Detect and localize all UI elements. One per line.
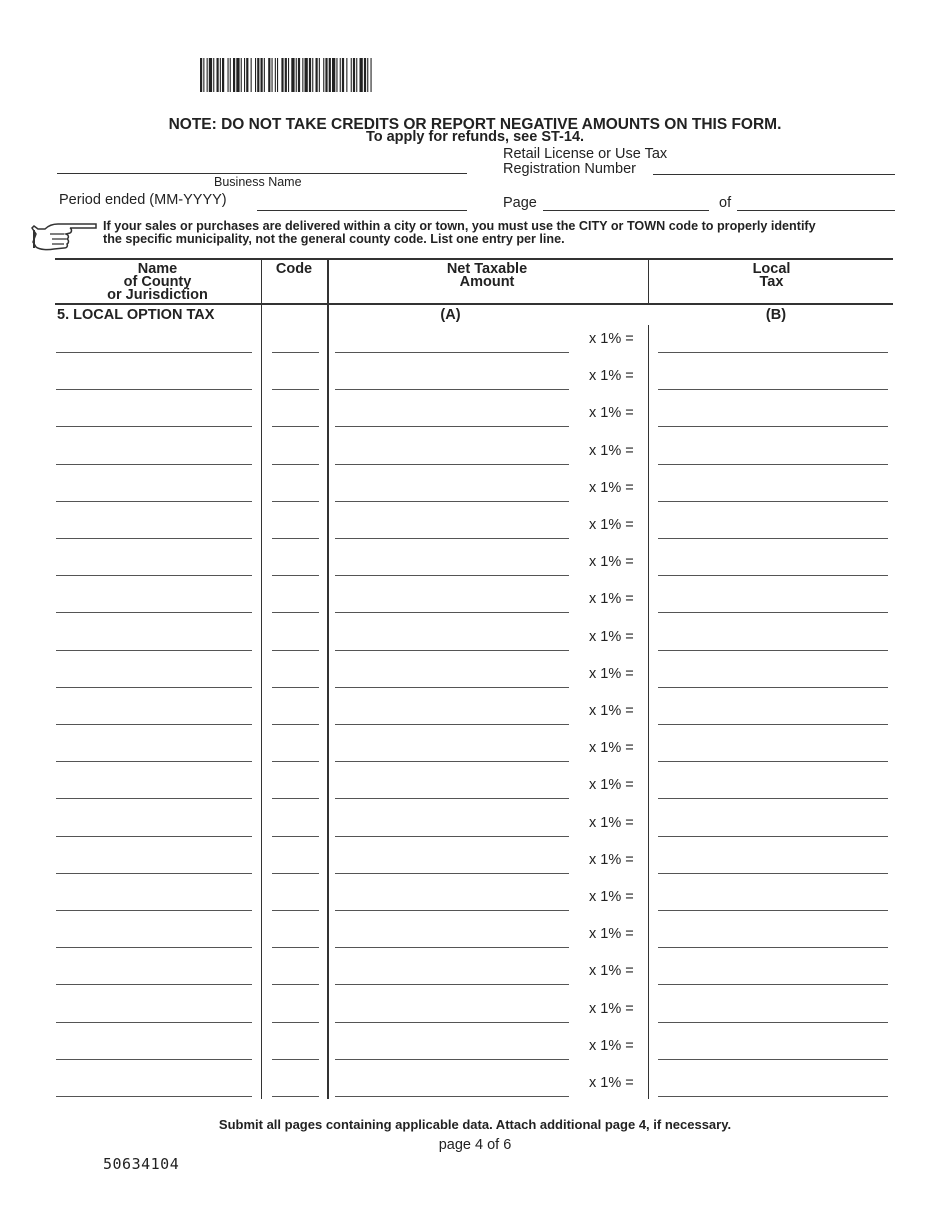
table-top-border <box>55 258 893 260</box>
net-taxable-amount-field[interactable] <box>335 836 569 837</box>
county-name-field[interactable] <box>56 947 252 948</box>
rate-multiplier-label: x 1% = <box>589 480 634 496</box>
code-field[interactable] <box>272 352 319 353</box>
header-net-line2: Amount <box>459 274 515 290</box>
local-tax-field[interactable] <box>658 426 888 427</box>
registration-number-field[interactable] <box>653 174 895 175</box>
code-field[interactable] <box>272 612 319 613</box>
header-name-line1: Name <box>137 261 178 277</box>
local-tax-field[interactable] <box>658 1022 888 1023</box>
net-taxable-amount-field[interactable] <box>335 426 569 427</box>
local-tax-field[interactable] <box>658 650 888 651</box>
county-name-field[interactable] <box>56 426 252 427</box>
rate-multiplier-label: x 1% = <box>589 740 634 756</box>
code-field[interactable] <box>272 426 319 427</box>
section-local-option-tax: 5. LOCAL OPTION TAX <box>57 307 215 323</box>
local-tax-field[interactable] <box>658 352 888 353</box>
header-local-line1: Local <box>752 261 791 277</box>
rate-multiplier-label: x 1% = <box>589 926 634 942</box>
net-taxable-amount-field[interactable] <box>335 1022 569 1023</box>
of-label: of <box>719 195 732 211</box>
notice-line-1: If your sales or purchases are delivered within a city or town, you must use the CITY or TOWN code to properly identify <box>103 219 816 233</box>
rate-multiplier-label: x 1% = <box>589 591 634 607</box>
local-tax-field[interactable] <box>658 538 888 539</box>
local-tax-field[interactable] <box>658 910 888 911</box>
rate-multiplier-label: x 1% = <box>589 703 634 719</box>
net-taxable-amount-field[interactable] <box>335 1096 569 1097</box>
local-tax-field[interactable] <box>658 724 888 725</box>
form-number: 50634104 <box>103 1155 180 1173</box>
rate-multiplier-label: x 1% = <box>589 852 634 868</box>
county-name-field[interactable] <box>56 1096 252 1097</box>
barcode-image <box>200 58 468 92</box>
local-tax-field[interactable] <box>658 464 888 465</box>
rate-multiplier-label: x 1% = <box>589 815 634 831</box>
divider-net-local-header <box>648 259 649 305</box>
table-header-bottom-border <box>55 303 893 305</box>
county-name-field[interactable] <box>56 1022 252 1023</box>
code-field[interactable] <box>272 724 319 725</box>
county-name-field[interactable] <box>56 538 252 539</box>
net-taxable-amount-field[interactable] <box>335 687 569 688</box>
header-code: Code <box>275 261 313 277</box>
header-net-taxable-amount <box>328 263 646 289</box>
local-tax-field[interactable] <box>658 761 888 762</box>
county-name-field[interactable] <box>56 798 252 799</box>
net-taxable-amount-field[interactable] <box>335 464 569 465</box>
county-name-field[interactable] <box>56 687 252 688</box>
registration-number-label: Registration Number <box>503 161 636 177</box>
header-net-line1: Net Taxable <box>446 261 528 277</box>
code-field[interactable] <box>272 575 319 576</box>
header-name-of-county <box>55 263 260 302</box>
code-field[interactable] <box>272 873 319 874</box>
column-a-label: (A) <box>440 307 461 323</box>
net-taxable-amount-field[interactable] <box>335 501 569 502</box>
county-name-field[interactable] <box>56 612 252 613</box>
local-tax-field[interactable] <box>658 873 888 874</box>
delivery-notice <box>103 220 913 246</box>
divider-name-code <box>261 259 262 1099</box>
rate-multiplier-label: x 1% = <box>589 554 634 570</box>
code-field[interactable] <box>272 650 319 651</box>
code-field[interactable] <box>272 687 319 688</box>
code-field[interactable] <box>272 1059 319 1060</box>
net-taxable-amount-field[interactable] <box>335 575 569 576</box>
rate-multiplier-label: x 1% = <box>589 1075 634 1091</box>
rate-multiplier-label: x 1% = <box>589 963 634 979</box>
code-field[interactable] <box>272 761 319 762</box>
divider-net-local-body <box>648 325 649 1099</box>
rate-multiplier-label: x 1% = <box>589 517 634 533</box>
county-name-field[interactable] <box>56 910 252 911</box>
notice-line-2: the specific municipality, not the general county code. List one entry per line. <box>103 232 565 246</box>
net-taxable-amount-field[interactable] <box>335 873 569 874</box>
business-name-field[interactable] <box>57 173 467 174</box>
page-number-field[interactable] <box>543 210 709 211</box>
code-field[interactable] <box>272 389 319 390</box>
rate-multiplier-label: x 1% = <box>589 889 634 905</box>
local-tax-field[interactable] <box>658 1096 888 1097</box>
local-tax-field[interactable] <box>658 836 888 837</box>
submit-instruction: Submit all pages containing applicable data. Attach additional page 4, if necessary. <box>218 1117 732 1132</box>
local-tax-field[interactable] <box>658 1059 888 1060</box>
county-name-field[interactable] <box>56 873 252 874</box>
rate-multiplier-label: x 1% = <box>589 405 634 421</box>
net-taxable-amount-field[interactable] <box>335 984 569 985</box>
county-name-field[interactable] <box>56 650 252 651</box>
retail-license-label: Retail License or Use Tax <box>503 146 668 162</box>
rate-multiplier-label: x 1% = <box>589 443 634 459</box>
period-ended-field[interactable] <box>257 210 467 211</box>
net-taxable-amount-field[interactable] <box>335 724 569 725</box>
net-taxable-amount-field[interactable] <box>335 352 569 353</box>
rate-multiplier-label: x 1% = <box>589 368 634 384</box>
county-name-field[interactable] <box>56 724 252 725</box>
county-name-field[interactable] <box>56 761 252 762</box>
county-name-field[interactable] <box>56 575 252 576</box>
code-field[interactable] <box>272 538 319 539</box>
rate-multiplier-label: x 1% = <box>589 1001 634 1017</box>
local-tax-field[interactable] <box>658 984 888 985</box>
code-field[interactable] <box>272 798 319 799</box>
code-field[interactable] <box>272 947 319 948</box>
page-label: Page <box>503 195 537 211</box>
header-local-line2: Tax <box>759 274 784 290</box>
code-field[interactable] <box>272 1096 319 1097</box>
header-local-tax <box>650 263 893 289</box>
header-name-line3: or Jurisdiction <box>107 287 208 303</box>
local-tax-field[interactable] <box>658 798 888 799</box>
note-negative-amounts: NOTE: DO NOT TAKE CREDITS OR REPORT NEGATIVE AMOUNTS ON THIS FORM. <box>168 116 782 133</box>
county-name-field[interactable] <box>56 984 252 985</box>
rate-multiplier-label: x 1% = <box>589 666 634 682</box>
county-name-field[interactable] <box>56 464 252 465</box>
local-tax-field[interactable] <box>658 612 888 613</box>
code-field[interactable] <box>272 501 319 502</box>
county-name-field[interactable] <box>56 836 252 837</box>
code-field[interactable] <box>272 1022 319 1023</box>
note-refunds: To apply for refunds, see ST-14. <box>365 129 585 145</box>
local-tax-field[interactable] <box>658 575 888 576</box>
local-tax-field[interactable] <box>658 687 888 688</box>
local-tax-field[interactable] <box>658 947 888 948</box>
rate-multiplier-label: x 1% = <box>589 1038 634 1054</box>
local-tax-field[interactable] <box>658 501 888 502</box>
period-ended-label: Period ended (MM-YYYY) <box>59 192 227 208</box>
net-taxable-amount-field[interactable] <box>335 910 569 911</box>
column-b-label: (B) <box>765 307 787 323</box>
code-field[interactable] <box>272 836 319 837</box>
net-taxable-amount-field[interactable] <box>335 1059 569 1060</box>
total-pages-field[interactable] <box>737 210 895 211</box>
net-taxable-amount-field[interactable] <box>335 538 569 539</box>
business-name-label: Business Name <box>214 175 302 189</box>
county-name-field[interactable] <box>56 352 252 353</box>
rate-multiplier-label: x 1% = <box>589 777 634 793</box>
net-taxable-amount-field[interactable] <box>335 612 569 613</box>
rate-multiplier-label: x 1% = <box>589 629 634 645</box>
county-name-field[interactable] <box>56 501 252 502</box>
rate-multiplier-label: x 1% = <box>589 331 634 347</box>
net-taxable-amount-field[interactable] <box>335 389 569 390</box>
county-name-field[interactable] <box>56 389 252 390</box>
net-taxable-amount-field[interactable] <box>335 947 569 948</box>
pointing-hand-icon <box>30 220 98 252</box>
code-field[interactable] <box>272 464 319 465</box>
net-taxable-amount-field[interactable] <box>335 798 569 799</box>
header-name-line2: of County <box>123 274 192 290</box>
net-taxable-amount-field[interactable] <box>335 761 569 762</box>
page-number-text: page 4 of 6 <box>438 1137 512 1153</box>
code-field[interactable] <box>272 984 319 985</box>
code-field[interactable] <box>272 910 319 911</box>
local-tax-field[interactable] <box>658 389 888 390</box>
county-name-field[interactable] <box>56 1059 252 1060</box>
net-taxable-amount-field[interactable] <box>335 650 569 651</box>
divider-code-net <box>327 259 329 1099</box>
